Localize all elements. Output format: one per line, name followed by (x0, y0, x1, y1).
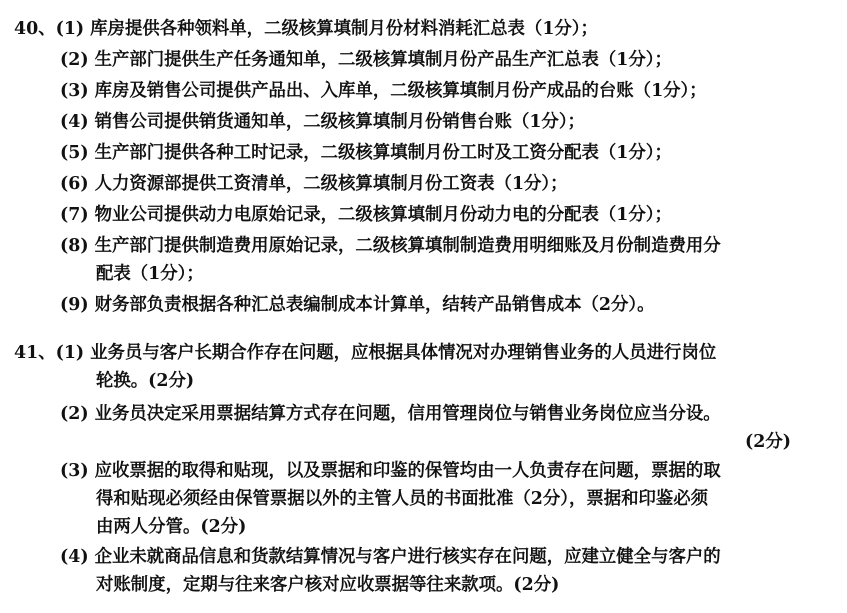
item-marker: (7) (60, 205, 89, 225)
item-text: 销售公司提供销货通知单，二级核算填制月份销售台账（1分）； (94, 112, 585, 132)
question-number: 41、 (14, 343, 56, 363)
q41-item-2-score (745, 430, 791, 454)
item-text: 财务部负责根据各种汇总表编制成本计算单，结转产品销售成本（2分）。 (94, 295, 655, 315)
item-marker: (3) (60, 81, 89, 101)
item-text: 业务员与客户长期合作存在问题，应根据具体情况对办理销售业务的人员进行岗位 (90, 343, 717, 363)
item-marker: (2) (60, 50, 89, 70)
item-text: 库房及销售公司提供产品出、入库单，二级核算填制月份产成品的台账（1分）； (94, 81, 707, 101)
item-text: 配表（1分）； (96, 264, 204, 284)
q41-item-1-cont (96, 369, 194, 393)
q41-item-4 (60, 545, 721, 569)
item-marker: (3) (60, 461, 89, 481)
q41-item-3-cont-1 (96, 487, 708, 511)
q41-item-1 (14, 341, 716, 365)
q41-item-3-cont-2 (96, 515, 246, 539)
q41-item-3 (60, 459, 721, 483)
item-text: 业务员决定采用票据结算方式存在问题，信用管理岗位与销售业务岗位应当分设。 (94, 404, 721, 424)
item-text: (2分) (745, 432, 791, 452)
item-text: 生产部门提供制造费用原始记录，二级核算填制制造费用明细账及月份制造费用分 (94, 236, 721, 256)
q40-item-6 (60, 172, 568, 196)
q40-item-4 (60, 110, 585, 134)
item-marker: (1) (55, 19, 85, 39)
item-marker: (6) (60, 174, 89, 194)
item-text: 由两人分管。(2分) (96, 517, 247, 537)
q40-item-9 (60, 293, 654, 317)
item-marker: (1) (55, 343, 85, 363)
item-text: 对账制度，定期与往来客户核对应收票据等往来款项。(2分) (96, 575, 560, 595)
item-marker: (4) (60, 112, 89, 132)
item-text: 应收票据的取得和贴现，以及票据和印鉴的保管均由一人负责存在问题，票据的取 (94, 461, 721, 481)
item-text: 得和贴现必须经由保管票据以外的主管人员的书面批准（2分），票据和印鉴必须 (96, 489, 709, 509)
item-marker: (2) (60, 404, 89, 424)
item-text: 企业未就商品信息和货款结算情况与客户进行核实存在问题，应建立健全与客户的 (94, 547, 721, 567)
q41-item-2 (60, 402, 721, 426)
item-marker: (8) (60, 236, 89, 256)
item-text: 物业公司提供动力电原始记录，二级核算填制月份动力电的分配表（1分）； (94, 205, 672, 225)
q40-item-7 (60, 203, 672, 227)
item-text: 人力资源部提供工资清单，二级核算填制月份工资表（1分）； (94, 174, 568, 194)
q41-item-4-cont (96, 573, 559, 597)
question-number: 40、 (14, 19, 56, 39)
item-text: 生产部门提供各种工时记录，二级核算填制月份工时及工资分配表（1分）； (94, 143, 672, 163)
item-marker: (9) (60, 295, 89, 315)
item-marker: (4) (60, 547, 89, 567)
q40-item-5 (60, 141, 672, 165)
q40-item-8-cont (96, 262, 204, 286)
q40-item-8 (60, 234, 721, 258)
q40-item-2 (60, 48, 672, 72)
item-marker: (5) (60, 143, 89, 163)
item-text: 库房提供各种领料单，二级核算填制月份材料消耗汇总表（1分）； (90, 19, 598, 39)
q40-item-1 (14, 17, 598, 41)
item-text: 轮换。(2分) (96, 371, 195, 391)
item-text: 生产部门提供生产任务通知单，二级核算填制月份产品生产汇总表（1分）； (94, 50, 672, 70)
q40-item-3 (60, 79, 707, 103)
